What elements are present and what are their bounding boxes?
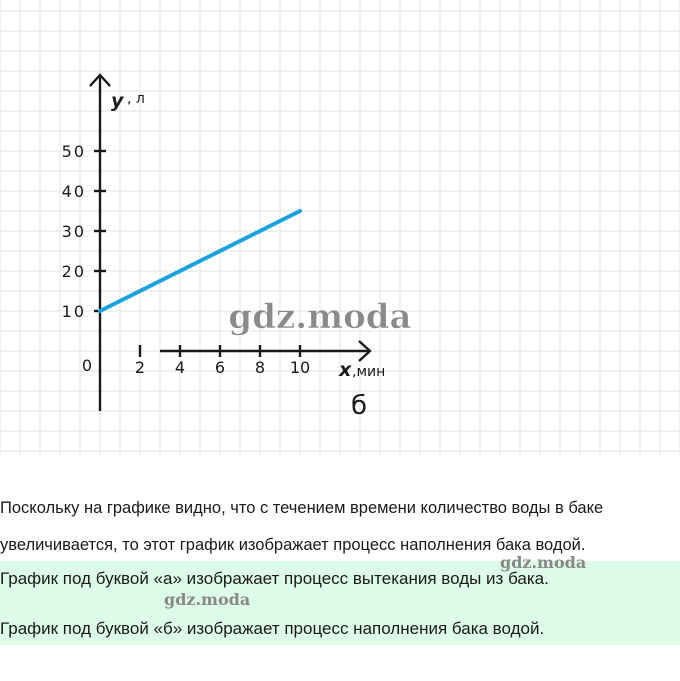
x-tick-label: 4 (174, 358, 186, 377)
y-tick-label: 40 (61, 182, 86, 201)
explanation-line-1: Поскольку на графике видно, что с течением времени количество воды в баке (0, 499, 604, 517)
panel-label: б (350, 391, 368, 421)
answer-a: График под буквой «а» изображает процесс вытекания воды из бака. (0, 569, 549, 588)
watermark-1: gdz.moda (228, 297, 412, 337)
y-tick-label: 10 (61, 302, 86, 321)
watermark-3: gdz.moda (164, 590, 251, 609)
y-axis-unit: , л (127, 91, 145, 107)
y-axis-label: y (111, 90, 124, 112)
x-axis-unit: ,мин (352, 364, 386, 380)
y-tick-label: 20 (61, 262, 86, 281)
answer-b: График под буквой «б» изображает процесс наполнения бака водой. (0, 619, 545, 638)
y-tick-label: 30 (61, 222, 86, 241)
x-tick-label: 10 (289, 358, 311, 377)
origin-label: 0 (81, 356, 93, 375)
x-tick-label: 2 (134, 358, 146, 377)
x-axis-label: x (339, 359, 352, 381)
x-tick-label: 6 (214, 358, 226, 377)
x-tick-label: 8 (254, 358, 266, 377)
watermark-2: gdz.moda (500, 553, 587, 572)
explanation-line-2: увеличивается, то этот график изображает процесс наполнения бака водой. (0, 536, 586, 554)
y-tick-label: 50 (61, 142, 86, 161)
axes (90, 75, 370, 411)
